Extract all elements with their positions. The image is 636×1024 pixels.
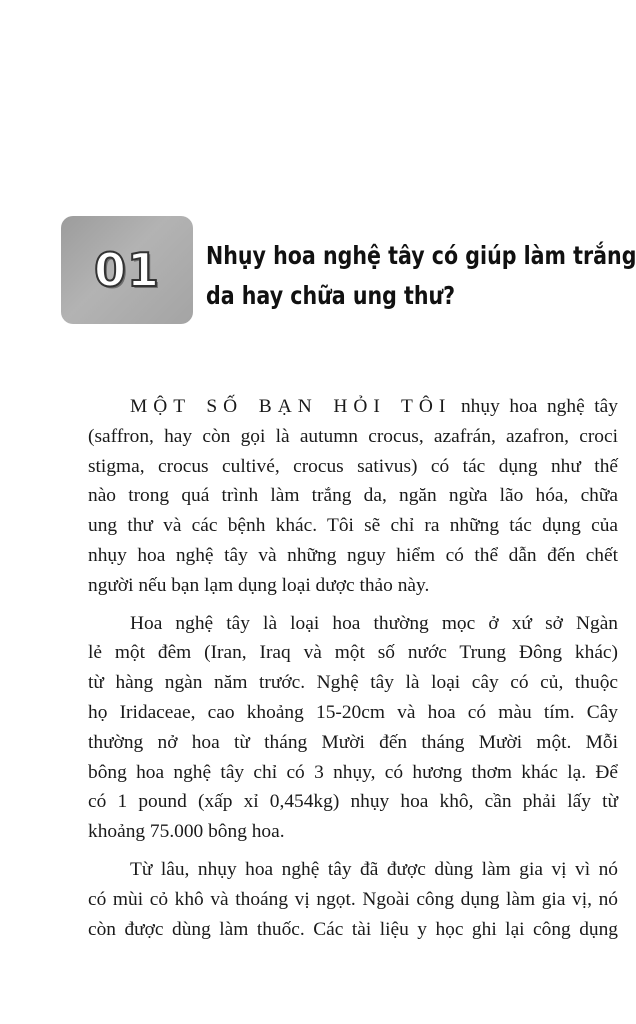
paragraph-line: khoảng 75.000 bông hoa.	[88, 821, 285, 843]
paragraph-line: người nếu bạn lạm dụng loại dược thảo này.	[88, 574, 430, 596]
paragraph-line: từ hàng ngàn năm trước. Nghệ tây là loại cây có củ, thuộc	[88, 672, 618, 694]
paragraph-line: Hoa nghệ tây là loại hoa thường mọc ở xứ sở Ngàn	[130, 612, 618, 634]
paragraph-line: Từ lâu, nhụy hoa nghệ tây đã được dùng làm gia vị vì nó	[130, 858, 618, 880]
paragraph-line: có 1 pound (xấp xỉ 0,454kg) nhụy hoa khô, cần phải lấy từ	[88, 791, 618, 813]
paragraph-line: còn được dùng làm thuốc. Các tài liệu y học ghi lại công dụng	[88, 918, 618, 940]
paragraph-line: nhụy hoa nghệ tây và những nguy hiểm có thể dẫn đến chết	[88, 544, 618, 566]
paragraph	[88, 855, 618, 944]
lead-in-small-caps: MỘT SỐ BẠN HỎI TÔI	[130, 396, 452, 417]
chapter-title	[206, 236, 636, 316]
paragraph-line: (saffron, hay còn gọi là autumn crocus, azafrán, azafron, croci	[88, 425, 618, 447]
paragraph-line: nào trong quá trình làm trắng da, ngăn ngừa lão hóa, chữa	[88, 485, 618, 507]
paragraph	[88, 392, 618, 601]
paragraph-line: lẻ một đêm (Iran, Iraq và một số nước Trung Đông khác)	[88, 642, 618, 664]
paragraph	[88, 609, 618, 847]
chapter-title-line: da hay chữa ung thư?	[206, 281, 456, 310]
paragraph-line	[88, 392, 618, 422]
paragraph-line: ung thư và các bệnh khác. Tôi sẽ chỉ ra những tác dụng của	[88, 515, 618, 537]
paragraph-line-text: nhụy hoa nghệ tây	[451, 396, 618, 417]
paragraph-line: thường nở hoa từ tháng Mười đến tháng Mười một. Mỗi	[88, 731, 618, 753]
paragraph-line: bông hoa nghệ tây chỉ có 3 nhụy, có hương thơm khác lạ. Để	[88, 761, 618, 783]
body-text	[88, 392, 618, 952]
chapter-title-line: Nhụy hoa nghệ tây có giúp làm trắng	[206, 241, 636, 270]
chapter-number: 01	[93, 243, 160, 297]
paragraph-line: có mùi cỏ khô và thoáng vị ngọt. Ngoài công dụng làm gia vị, nó	[88, 888, 618, 910]
paragraph-line: họ Iridaceae, cao khoảng 15-20cm và hoa có màu tím. Cây	[88, 701, 618, 723]
paragraph-line: stigma, crocus cultivé, crocus sativus) có tác dụng như thế	[88, 455, 618, 477]
chapter-number-badge	[61, 216, 193, 324]
